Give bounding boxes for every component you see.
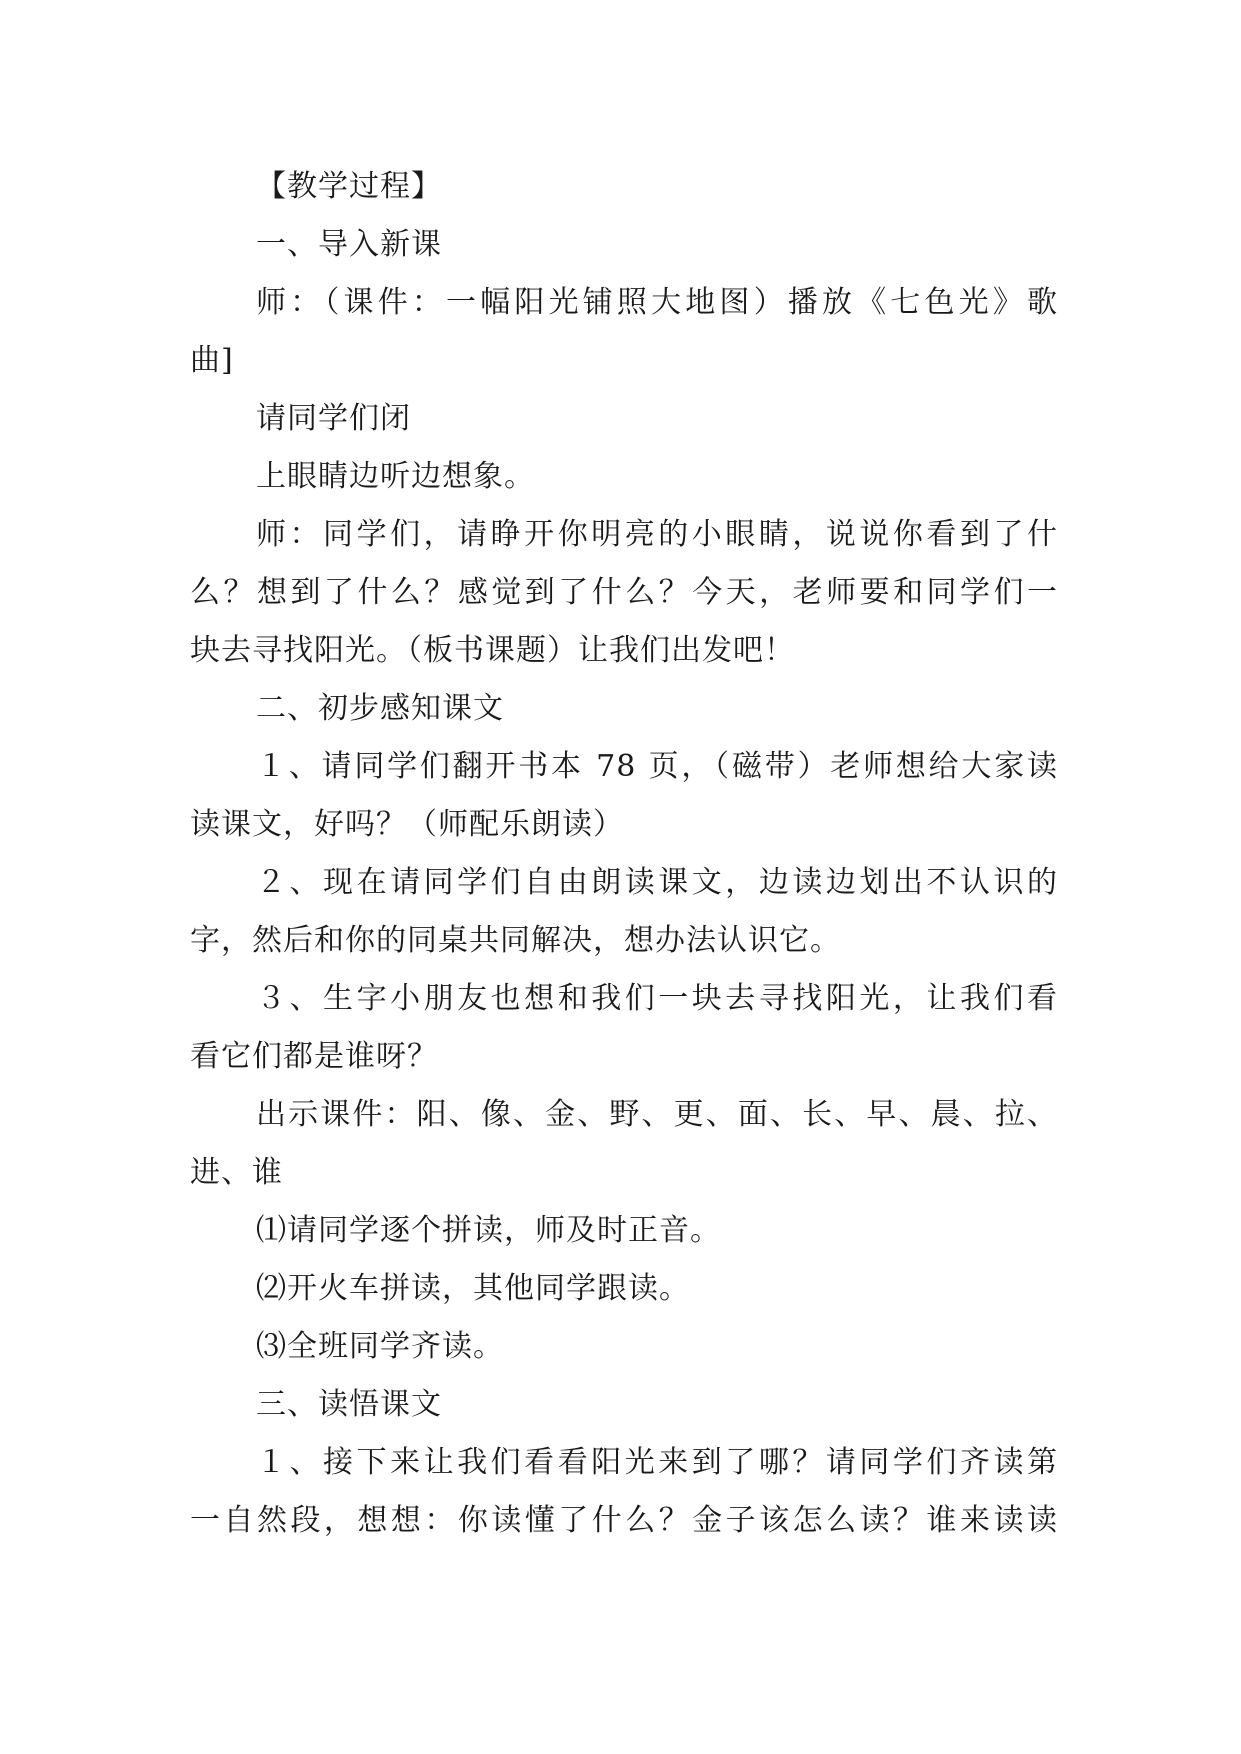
paragraph-line: 师：同学们，请睁开你明亮的小眼睛，说说你看到了什 xyxy=(256,517,1058,552)
list-item: ⑵开火车拼读，其他同学跟读。 xyxy=(256,1271,690,1306)
list-item: ⑶全班同学齐读。 xyxy=(256,1329,504,1364)
section-heading-reading-comprehension: 三、读悟课文 xyxy=(256,1387,442,1422)
paragraph-line: 师：（课件：一幅阳光铺照大地图）播放《七色光》歌 xyxy=(256,285,1058,320)
paragraph-line: 读课文，好吗？（师配乐朗读） xyxy=(190,807,624,842)
section-heading-introduction: 一、导入新课 xyxy=(256,227,442,262)
paragraph-line: 进、谁 xyxy=(190,1155,283,1190)
paragraph-line: 字，然后和你的同桌共同解决，想办法认识它。 xyxy=(190,923,841,958)
paragraph-line: 么？想到了什么？感觉到了什么？今天，老师要和同学们一 xyxy=(190,575,1058,610)
paragraph-line: 块去寻找阳光。（板书课题）让我们出发吧！ xyxy=(190,633,795,668)
paragraph-line: 请同学们闭 xyxy=(256,401,411,436)
paragraph-line: １、接下来让我们看看阳光来到了哪？请同学们齐读第 xyxy=(256,1445,1058,1480)
paragraph-line: 一自然段，想想：你读懂了什么？金子该怎么读？谁来读读 xyxy=(190,1503,1058,1538)
list-item: ⑴请同学逐个拼读，师及时正音。 xyxy=(256,1213,721,1248)
paragraph-line: ３、生字小朋友也想和我们一块去寻找阳光，让我们看 xyxy=(256,981,1058,1016)
paragraph-line: 曲] xyxy=(190,343,234,378)
section-heading-initial-reading: 二、初步感知课文 xyxy=(256,691,504,726)
paragraph-line: 上眼睛边听边想象。 xyxy=(256,459,535,494)
paragraph-line: 出示课件：阳、像、金、野、更、面、长、早、晨、拉、 xyxy=(256,1097,1058,1132)
paragraph-line: ２、现在请同学们自由朗读课文，边读边划出不认识的 xyxy=(256,865,1058,900)
paragraph-line: 看它们都是谁呀？ xyxy=(190,1039,438,1074)
lesson-body xyxy=(190,158,1058,1550)
paragraph-line: １、请同学们翻开书本 78 页，（磁带）老师想给大家读 xyxy=(256,749,1058,784)
section-heading-teaching-process: 【教学过程】 xyxy=(256,169,442,204)
